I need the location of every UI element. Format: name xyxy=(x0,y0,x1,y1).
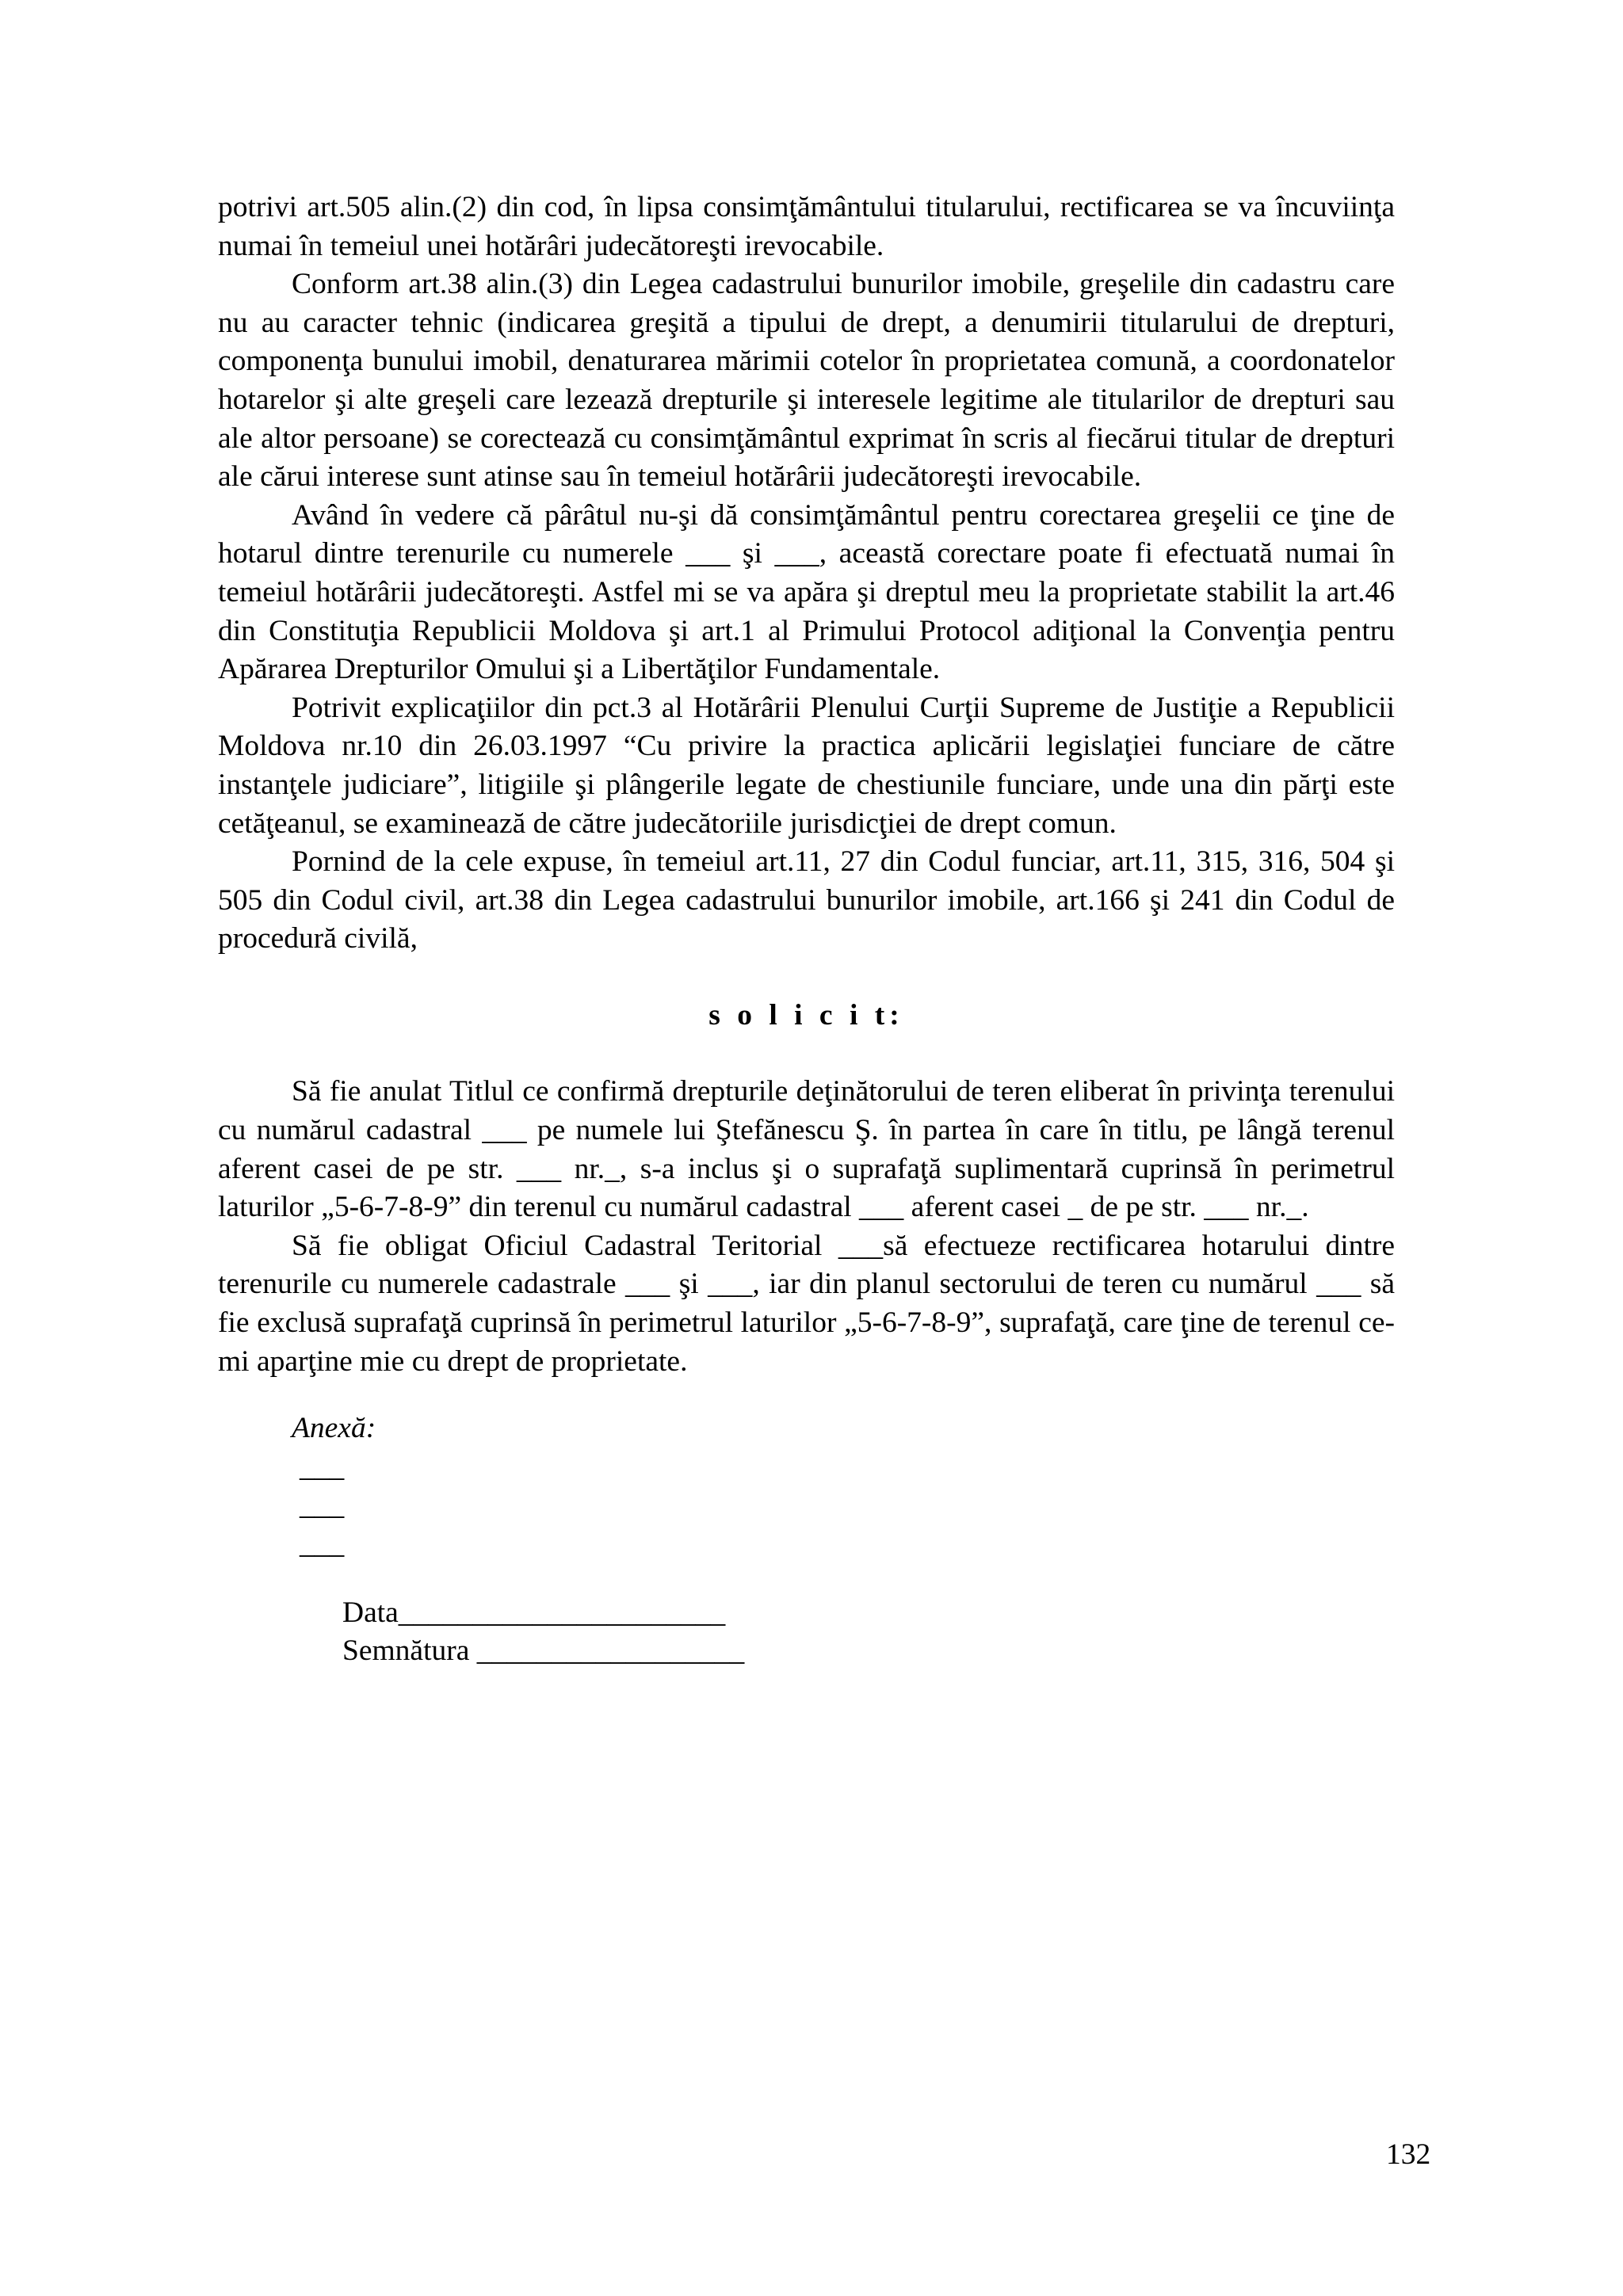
signature-line: Semnătura __________________ xyxy=(342,1634,745,1668)
body-paragraph: Potrivit explicaţiilor din pct.3 al Hotărârii Plenului Curţii Supreme de Justiţie a Republicii Moldova nr.10 din 26.03.1997 “Cu privire la practica aplicării legislaţiei funciare de către instanţele judiciare”, litigiile şi plângerile legate de chestiunile funciare, unde una din părţi este cetăţeanul, se examinează de către judecătoriile jurisdicţiei de drept comun. xyxy=(218,691,1395,840)
annex-item: ___ xyxy=(300,1489,345,1522)
date-line: Data______________________ xyxy=(342,1596,726,1629)
body-paragraphs xyxy=(218,189,1395,959)
body-paragraph: potrivi art.505 alin.(2) din cod, în lipsa consimţământului titularului, rectificarea se va încuviinţa numai în temeiul unei hotărâri judecătoreşti irevocabile. xyxy=(218,191,1395,262)
request-paragraph: Să fie obligat Oficiul Cadastral Teritorial ___să efectueze rectificarea hotarului dintre terenurile cu numerele cadastrale ___ şi ___, iar din planul sectorului de teren cu numărul ___ să fie exclusă suprafaţă cuprinsă în perimetrul laturilor „5-6-7-8-9”, suprafaţă, care ţine de terenul ce-mi aparţine mie cu drept de proprietate. xyxy=(218,1229,1395,1378)
body-paragraph: Conform art.38 alin.(3) din Legea cadastrului bunurilor imobile, greşelile din cadastru care nu au caracter tehnic (indicarea greşită a tipului de drept, a denumirii titularului de drepturi, componenţa bunului imobil, denaturarea mărimii cotelor în proprietatea comună, a coordonatelor hotarelor şi alte greşeli care lezează drepturile şi interesele legitime ale titularilor de drepturi sau ale altor persoane) se corectează cu consimţământul exprimat în scris al fiecărui titular de drepturi ale cărui interese sunt atinse sau în temeiul hotărârii judecătoreşti irevocabile. xyxy=(218,268,1395,494)
body-paragraph: Pornind de la cele expuse, în temeiul art.11, 27 din Codul funciar, art.11, 315, 316, 504 şi 505 din Codul civil, art.38 din Legea cadastrului bunurilor imobile, art.166 şi 241 din Codul de procedură civilă, xyxy=(218,845,1395,955)
annex-item: ___ xyxy=(300,1527,345,1560)
document-body xyxy=(218,189,1395,1671)
signature-block xyxy=(342,1594,1395,1671)
body-paragraph: Având în vedere că pârâtul nu-şi dă consimţământul pentru corectarea greşelii ce ţine de hotarul dintre terenurile cu numerele ___ şi ___, această corectare poate fi efectuată numai în temeiul hotărârii judecătoreşti. Astfel mi se va apăra şi dreptul meu la proprietate stabilit la art.46 din Constituţia Republicii Moldova şi art.1 al Primului Protocol adiţional la Convenţia pentru Apărarea Drepturilor Omului şi a Libertăţilor Fundamentale. xyxy=(218,498,1395,686)
section-heading: s o l i c i t: xyxy=(708,998,904,1032)
page-number: 132 xyxy=(1386,2138,1431,2171)
annex-item: ___ xyxy=(300,1450,345,1483)
request-paragraph: Să fie anulat Titlul ce confirmă drepturile deţinătorului de teren eliberat în privinţa terenului cu numărul cadastral ___ pe numele lui Ştefănescu Ş. în partea în care în titlu, pe lângă terenul aferent casei de pe str. ___ nr._, s-a inclus şi o suprafaţă suplimentară cuprinsă în perimetrul laturilor „5-6-7-8-9” din terenul cu numărul cadastral ___ aferent casei _ de pe str. ___ nr._. xyxy=(218,1075,1395,1224)
annex-title: Anexă: xyxy=(292,1412,376,1445)
request-paragraphs xyxy=(218,1073,1395,1381)
annex-list xyxy=(300,1448,1395,1564)
